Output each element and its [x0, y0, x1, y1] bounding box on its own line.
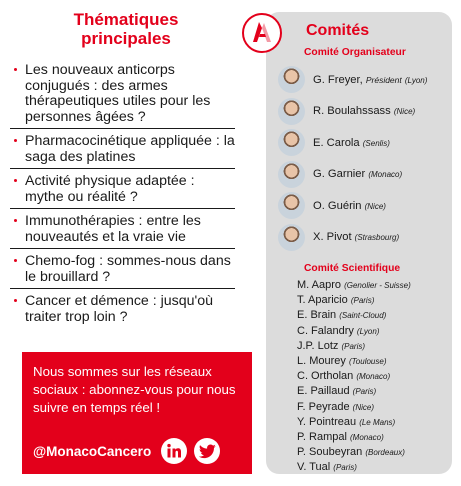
topic-item: Pharmacocinétique appliquée : la saga des platines [10, 134, 235, 169]
list-item: E. Paillaud (Paris) [297, 385, 377, 398]
list-item: P. Soubeyran (Bordeaux) [297, 446, 405, 459]
linkedin-icon[interactable] [161, 438, 187, 464]
topic-item: Cancer et démence : jusqu'où traiter trop loin ? [10, 294, 235, 328]
social-banner [22, 352, 252, 474]
member-row: G. Freyer, Président (Lyon) [278, 64, 427, 96]
themes-title [12, 10, 240, 48]
member-row: G. Garnier (Monaco) [278, 159, 427, 191]
committees-title: Comités [306, 22, 370, 39]
avatar [278, 161, 305, 188]
avatar [278, 129, 305, 156]
list-item: L. Mourey (Toulouse) [297, 355, 387, 368]
member-row: O. Guérin (Nice) [278, 190, 427, 222]
bullet-icon [14, 179, 17, 182]
organizing-committee-title: Comité Organisateur [304, 47, 406, 58]
logo-icon [242, 13, 282, 53]
topic-item: Activité physique adaptée : mythe ou réalité ? [10, 174, 235, 209]
member-row: R. Boulahssass (Nice) [278, 96, 427, 128]
scientific-list [297, 278, 411, 476]
social-handle[interactable]: @MonacoCancero [33, 443, 152, 459]
avatar [278, 98, 305, 125]
themes-title-line1: Thématiques [73, 10, 179, 29]
list-item: Y. Pointreau (Le Mans) [297, 415, 396, 428]
avatar [278, 224, 305, 251]
topics-list [10, 63, 258, 328]
bullet-icon [14, 259, 17, 262]
committees-panel [266, 12, 452, 474]
bullet-icon [14, 139, 17, 142]
social-text: Nous sommes sur les réseaux sociaux : abonnez-vous pour nous suivre en temps réel ! [33, 364, 236, 415]
bullet-icon [14, 299, 17, 302]
bullet-icon [14, 68, 17, 71]
organizing-list [278, 64, 427, 253]
avatar [278, 66, 305, 93]
avatar [278, 192, 305, 219]
topic-item: Immunothérapies : entre les nouveautés et la vraie vie [10, 214, 235, 249]
list-item: F. Peyrade (Nice) [297, 400, 374, 413]
list-item: T. Aparicio (Paris) [297, 294, 375, 307]
twitter-icon[interactable] [194, 438, 220, 464]
bullet-icon [14, 219, 17, 222]
list-item: J.P. Lotz (Paris) [297, 339, 366, 352]
scientific-committee-title: Comité Scientifique [304, 263, 401, 274]
themes-section [10, 10, 258, 333]
list-item: C. Ortholan (Monaco) [297, 370, 391, 383]
topic-item: Chemo-fog : sommes-nous dans le brouillard ? [10, 254, 235, 289]
list-item: C. Falandry (Lyon) [297, 324, 380, 337]
member-row: X. Pivot (Strasbourg) [278, 222, 427, 254]
list-item: P. Rampal (Monaco) [297, 431, 384, 444]
list-item: M. Aapro (Genolier - Suisse) [297, 279, 411, 291]
list-item: E. Brain (Saint-Cloud) [297, 309, 387, 322]
list-item: V. Tual (Paris) [297, 461, 357, 474]
social-row [33, 438, 220, 464]
themes-title-line2: principales [81, 29, 171, 48]
topic-item: Les nouveaux anticorps conjugués : des armes thérapeutiques utiles pour les personnes âgées ? [10, 63, 235, 129]
member-row: E. Carola (Senlis) [278, 127, 427, 159]
